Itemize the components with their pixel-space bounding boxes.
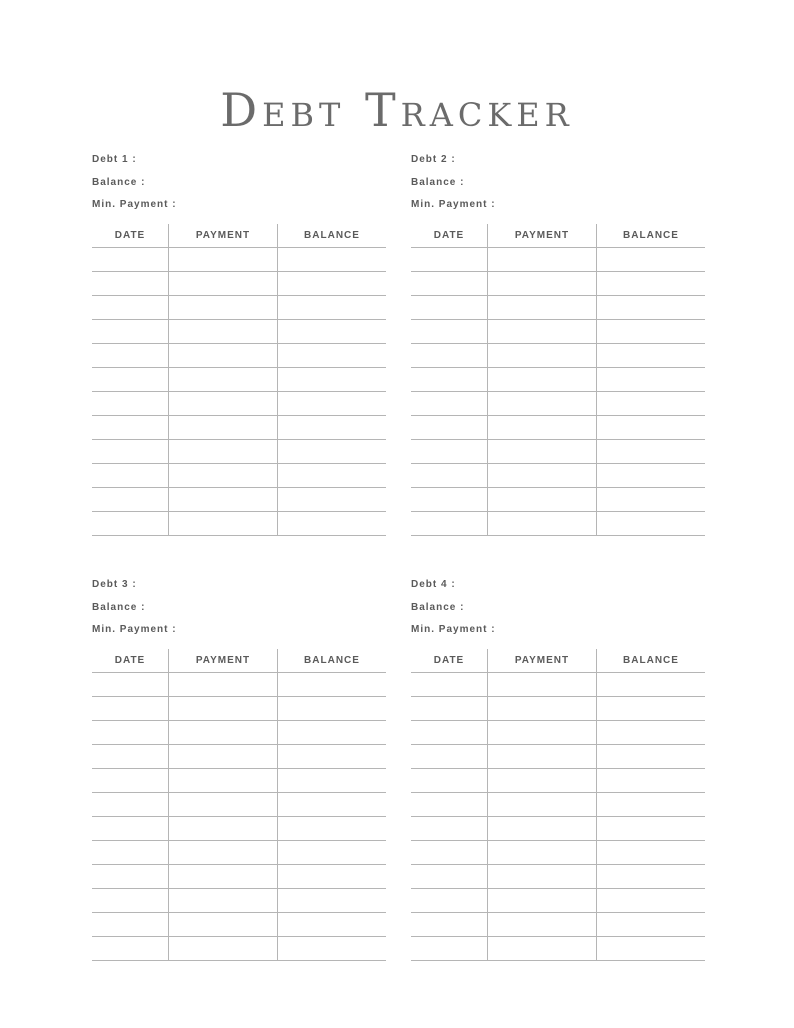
payment-cell[interactable] xyxy=(488,913,597,937)
date-cell[interactable] xyxy=(92,272,169,296)
balance-cell[interactable] xyxy=(597,841,706,865)
payment-cell[interactable] xyxy=(169,320,278,344)
date-cell[interactable] xyxy=(411,344,488,368)
date-cell[interactable] xyxy=(411,296,488,320)
table-row xyxy=(92,745,386,769)
date-cell[interactable] xyxy=(411,697,488,721)
balance-cell[interactable] xyxy=(597,697,706,721)
balance-cell[interactable] xyxy=(278,865,387,889)
balance-cell[interactable] xyxy=(597,913,706,937)
balance-cell[interactable] xyxy=(597,464,706,488)
balance-column-header: BALANCE xyxy=(597,224,706,248)
table-row xyxy=(411,296,705,320)
balance-cell[interactable] xyxy=(278,488,387,512)
balance-label: Balance : xyxy=(411,602,465,613)
min-payment-label: Min. Payment : xyxy=(92,624,177,635)
payment-column-header: PAYMENT xyxy=(488,649,597,673)
date-cell[interactable] xyxy=(92,721,169,745)
payment-cell[interactable] xyxy=(169,248,278,272)
balance-cell[interactable] xyxy=(597,368,706,392)
date-cell[interactable] xyxy=(92,344,169,368)
balance-cell[interactable] xyxy=(278,440,387,464)
balance-cell[interactable] xyxy=(597,416,706,440)
balance-cell[interactable] xyxy=(278,721,387,745)
table-row xyxy=(411,697,705,721)
date-cell[interactable] xyxy=(92,937,169,961)
payment-cell[interactable] xyxy=(169,769,278,793)
table-row xyxy=(92,817,386,841)
date-cell[interactable] xyxy=(92,368,169,392)
table-row xyxy=(92,296,386,320)
payment-cell[interactable] xyxy=(169,296,278,320)
payment-cell[interactable] xyxy=(488,248,597,272)
payment-cell[interactable] xyxy=(488,865,597,889)
date-cell[interactable] xyxy=(92,745,169,769)
date-cell[interactable] xyxy=(92,416,169,440)
date-cell[interactable] xyxy=(411,512,488,536)
date-cell[interactable] xyxy=(411,416,488,440)
table-row xyxy=(92,320,386,344)
balance-cell[interactable] xyxy=(278,769,387,793)
date-cell[interactable] xyxy=(92,296,169,320)
table-row xyxy=(411,248,705,272)
date-cell[interactable] xyxy=(92,697,169,721)
table-row xyxy=(92,392,386,416)
table-row xyxy=(411,889,705,913)
balance-cell[interactable] xyxy=(597,344,706,368)
date-cell[interactable] xyxy=(92,512,169,536)
payment-cell[interactable] xyxy=(488,272,597,296)
date-cell[interactable] xyxy=(411,937,488,961)
debt-name-label: Debt 2 : xyxy=(411,154,456,165)
table-row xyxy=(92,344,386,368)
balance-cell[interactable] xyxy=(278,392,387,416)
min-payment-label: Min. Payment : xyxy=(411,199,496,210)
table-row xyxy=(411,344,705,368)
payment-cell[interactable] xyxy=(488,296,597,320)
table-row xyxy=(92,272,386,296)
balance-cell[interactable] xyxy=(597,296,706,320)
date-cell[interactable] xyxy=(92,841,169,865)
balance-cell[interactable] xyxy=(597,248,706,272)
payment-cell[interactable] xyxy=(488,817,597,841)
payment-cell[interactable] xyxy=(169,416,278,440)
balance-cell[interactable] xyxy=(597,769,706,793)
date-cell[interactable] xyxy=(92,793,169,817)
table-row xyxy=(411,817,705,841)
payment-cell[interactable] xyxy=(169,440,278,464)
payment-cell[interactable] xyxy=(488,793,597,817)
date-cell[interactable] xyxy=(92,320,169,344)
payment-cell[interactable] xyxy=(488,841,597,865)
date-cell[interactable] xyxy=(92,440,169,464)
payment-cell[interactable] xyxy=(169,889,278,913)
date-cell[interactable] xyxy=(92,392,169,416)
table-row xyxy=(411,793,705,817)
payment-table xyxy=(411,649,705,961)
balance-cell[interactable] xyxy=(278,248,387,272)
table-row xyxy=(411,865,705,889)
balance-cell[interactable] xyxy=(278,512,387,536)
table-row xyxy=(92,673,386,697)
payment-column-header: PAYMENT xyxy=(488,224,597,248)
balance-label: Balance : xyxy=(92,602,146,613)
date-cell[interactable] xyxy=(411,248,488,272)
payment-cell[interactable] xyxy=(169,745,278,769)
table-row xyxy=(411,416,705,440)
date-cell[interactable] xyxy=(92,673,169,697)
payment-cell[interactable] xyxy=(488,745,597,769)
balance-cell[interactable] xyxy=(278,913,387,937)
table-row xyxy=(411,488,705,512)
balance-cell[interactable] xyxy=(278,464,387,488)
payment-cell[interactable] xyxy=(169,673,278,697)
table-row xyxy=(92,464,386,488)
payment-cell[interactable] xyxy=(488,697,597,721)
balance-column-header: BALANCE xyxy=(597,649,706,673)
table-row xyxy=(411,320,705,344)
date-column-header: DATE xyxy=(92,649,169,673)
balance-cell[interactable] xyxy=(597,937,706,961)
payment-cell[interactable] xyxy=(488,344,597,368)
date-cell[interactable] xyxy=(411,913,488,937)
balance-cell[interactable] xyxy=(278,937,387,961)
payment-table xyxy=(411,224,705,536)
payment-cell[interactable] xyxy=(169,368,278,392)
payment-cell[interactable] xyxy=(488,721,597,745)
date-cell[interactable] xyxy=(92,464,169,488)
min-payment-label: Min. Payment : xyxy=(411,624,496,635)
date-cell[interactable] xyxy=(411,865,488,889)
payment-cell[interactable] xyxy=(488,889,597,913)
payment-cell[interactable] xyxy=(169,697,278,721)
date-cell[interactable] xyxy=(92,889,169,913)
payment-cell[interactable] xyxy=(488,769,597,793)
date-cell[interactable] xyxy=(92,865,169,889)
balance-cell[interactable] xyxy=(278,344,387,368)
payment-cell[interactable] xyxy=(169,841,278,865)
balance-cell[interactable] xyxy=(597,512,706,536)
balance-cell[interactable] xyxy=(278,296,387,320)
payment-cell[interactable] xyxy=(488,673,597,697)
date-column-header: DATE xyxy=(411,224,488,248)
balance-cell[interactable] xyxy=(597,865,706,889)
payment-cell[interactable] xyxy=(488,416,597,440)
balance-cell[interactable] xyxy=(278,745,387,769)
table-row xyxy=(411,937,705,961)
balance-cell[interactable] xyxy=(278,320,387,344)
date-cell[interactable] xyxy=(92,817,169,841)
date-cell[interactable] xyxy=(411,745,488,769)
date-cell[interactable] xyxy=(411,817,488,841)
payment-cell[interactable] xyxy=(169,344,278,368)
balance-cell[interactable] xyxy=(278,697,387,721)
balance-cell[interactable] xyxy=(278,817,387,841)
table-row xyxy=(411,841,705,865)
table-row xyxy=(411,440,705,464)
table-row xyxy=(92,512,386,536)
date-cell[interactable] xyxy=(411,841,488,865)
date-cell[interactable] xyxy=(92,488,169,512)
payment-cell[interactable] xyxy=(169,721,278,745)
payment-cell[interactable] xyxy=(488,320,597,344)
min-payment-label: Min. Payment : xyxy=(92,199,177,210)
balance-cell[interactable] xyxy=(278,793,387,817)
table-row xyxy=(92,248,386,272)
table-row xyxy=(92,889,386,913)
payment-cell[interactable] xyxy=(488,937,597,961)
table-row xyxy=(411,673,705,697)
table-row xyxy=(411,368,705,392)
date-cell[interactable] xyxy=(411,721,488,745)
table-row xyxy=(411,272,705,296)
table-row xyxy=(92,721,386,745)
balance-label: Balance : xyxy=(92,177,146,188)
balance-cell[interactable] xyxy=(597,392,706,416)
date-cell[interactable] xyxy=(411,769,488,793)
table-row xyxy=(92,937,386,961)
table-row xyxy=(411,721,705,745)
payment-cell[interactable] xyxy=(488,368,597,392)
date-cell[interactable] xyxy=(411,368,488,392)
date-cell[interactable] xyxy=(411,392,488,416)
payment-cell[interactable] xyxy=(169,392,278,416)
table-row xyxy=(411,392,705,416)
date-cell[interactable] xyxy=(92,248,169,272)
date-cell[interactable] xyxy=(411,889,488,913)
balance-cell[interactable] xyxy=(597,272,706,296)
balance-label: Balance : xyxy=(411,177,465,188)
payment-cell[interactable] xyxy=(488,464,597,488)
date-cell[interactable] xyxy=(411,440,488,464)
balance-cell[interactable] xyxy=(597,320,706,344)
payment-table xyxy=(92,649,386,961)
balance-cell[interactable] xyxy=(597,889,706,913)
payment-cell[interactable] xyxy=(169,817,278,841)
payment-cell[interactable] xyxy=(169,512,278,536)
payment-cell[interactable] xyxy=(488,440,597,464)
payment-cell[interactable] xyxy=(169,488,278,512)
payment-table xyxy=(92,224,386,536)
balance-cell[interactable] xyxy=(278,889,387,913)
table-row xyxy=(411,464,705,488)
table-row xyxy=(411,913,705,937)
balance-cell[interactable] xyxy=(278,416,387,440)
payment-cell[interactable] xyxy=(169,464,278,488)
table-row xyxy=(411,769,705,793)
date-cell[interactable] xyxy=(92,913,169,937)
table-row xyxy=(92,368,386,392)
debt-name-label: Debt 1 : xyxy=(92,154,137,165)
balance-column-header: BALANCE xyxy=(278,649,387,673)
table-row xyxy=(92,416,386,440)
balance-cell[interactable] xyxy=(597,817,706,841)
date-column-header: DATE xyxy=(92,224,169,248)
payment-cell[interactable] xyxy=(488,488,597,512)
table-row xyxy=(92,769,386,793)
table-row xyxy=(411,512,705,536)
table-row xyxy=(92,793,386,817)
table-row xyxy=(92,697,386,721)
balance-cell[interactable] xyxy=(278,841,387,865)
payment-cell[interactable] xyxy=(169,913,278,937)
balance-cell[interactable] xyxy=(278,368,387,392)
debt-name-label: Debt 4 : xyxy=(411,579,456,590)
payment-cell[interactable] xyxy=(169,937,278,961)
payment-column-header: PAYMENT xyxy=(169,649,278,673)
date-cell[interactable] xyxy=(411,464,488,488)
date-cell[interactable] xyxy=(411,320,488,344)
balance-cell[interactable] xyxy=(597,793,706,817)
table-row xyxy=(92,488,386,512)
balance-cell[interactable] xyxy=(597,745,706,769)
page-title: Debt Tracker xyxy=(220,82,574,137)
payment-cell[interactable] xyxy=(169,865,278,889)
payment-cell[interactable] xyxy=(169,793,278,817)
table-row xyxy=(92,913,386,937)
balance-cell[interactable] xyxy=(597,488,706,512)
date-cell[interactable] xyxy=(411,673,488,697)
table-row xyxy=(92,440,386,464)
table-row xyxy=(92,865,386,889)
payment-column-header: PAYMENT xyxy=(169,224,278,248)
balance-cell[interactable] xyxy=(278,272,387,296)
balance-cell[interactable] xyxy=(597,440,706,464)
balance-column-header: BALANCE xyxy=(278,224,387,248)
balance-cell[interactable] xyxy=(597,673,706,697)
date-cell[interactable] xyxy=(411,272,488,296)
payment-cell[interactable] xyxy=(488,512,597,536)
balance-cell[interactable] xyxy=(597,721,706,745)
date-cell[interactable] xyxy=(411,793,488,817)
date-column-header: DATE xyxy=(411,649,488,673)
table-row xyxy=(92,841,386,865)
date-cell[interactable] xyxy=(92,769,169,793)
payment-cell[interactable] xyxy=(169,272,278,296)
balance-cell[interactable] xyxy=(278,673,387,697)
debt-name-label: Debt 3 : xyxy=(92,579,137,590)
table-row xyxy=(411,745,705,769)
date-cell[interactable] xyxy=(411,488,488,512)
payment-cell[interactable] xyxy=(488,392,597,416)
